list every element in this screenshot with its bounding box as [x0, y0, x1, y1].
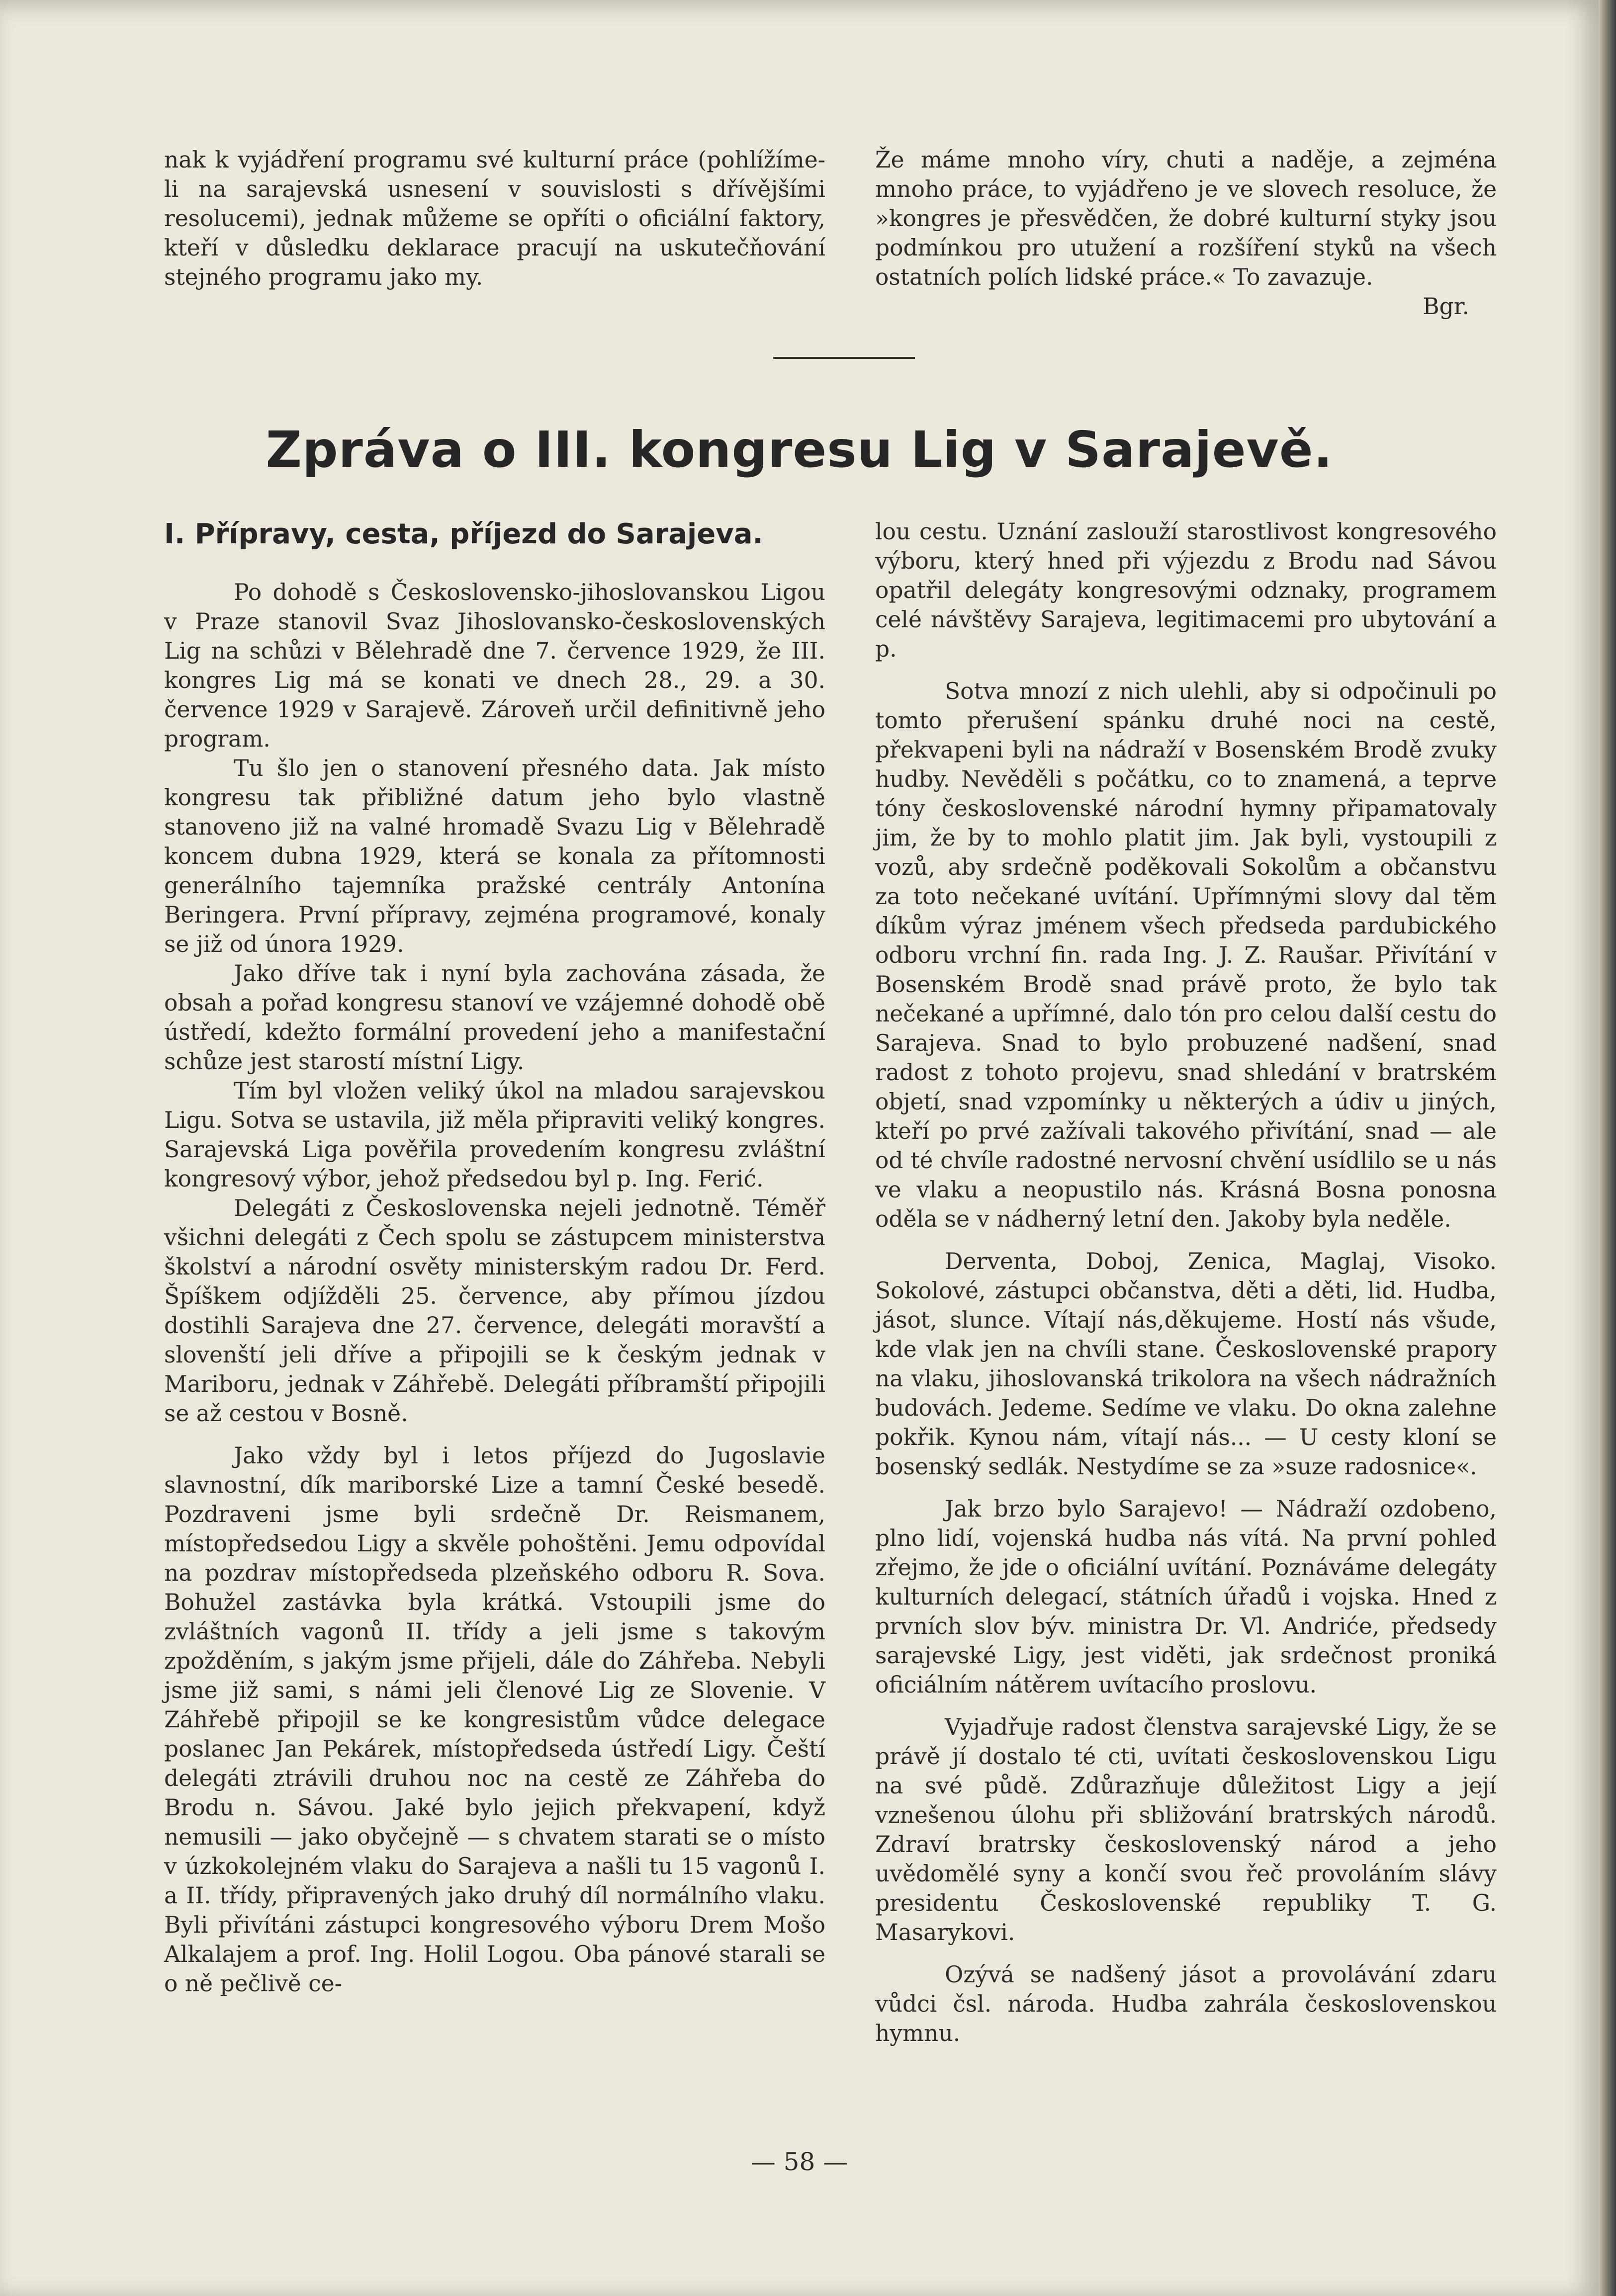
top-left-column	[164, 145, 825, 292]
right-paragraph: Derventa, Doboj, Zenica, Maglaj, Visoko. Sokolové, zástupci občanstva, děti a děti, lid. Hudba, jásot, slunce. Vítají nás,děkujeme. Hostí nás všude, kde vlak jen na chvíli stane. Československé prapory na vlaku, jihoslovanská trikolora na všech nádražních budovách. Jedeme. Sedíme ve vlaku. Do okna zalehne pokřik. Kynou nám, vítají nás... — U cesty kloní se bosenský sedlák. Nestydíme se za »suze radosnice«.	[875, 1248, 1497, 1480]
right-paragraph: Ozývá se nadšený jásot a provolávání zdaru vůdci čsl. národa. Hudba zahrála československou hymnu.	[875, 1961, 1497, 2046]
signature: Bgr.	[1423, 293, 1469, 320]
left-paragraph: Tím byl vložen veliký úkol na mladou sarajevskou Ligu. Sotva se ustavila, již měla připraviti veliký kongres. Sarajevská Liga pověřila provedením kongresu zvláštní kongresový výbor, jehož předsedou byl p. Ing. Ferić.	[164, 1078, 825, 1192]
left-paragraph: Delegáti z Československa nejeli jednotně. Téměř všichni delegáti z Čech spolu se zástupcem ministerstva školství a národní osvěty ministerským radou Dr. Ferd. Špíškem odjížděli 25. července, aby přímou jízdou dostihli Sarajeva dne 27. července, delegáti moravští a slovenští jeli dříve a připojili se k českým jednak v Mariboru, jednak v Záhřebě. Delegáti příbramští připojili se až cestou v Bosně.	[164, 1195, 825, 1427]
top-left-paragraph: nak k vyjádření programu své kulturní práce (pohlížíme-li na sarajevská usnesení v souvislosti s dřívějšími resolucemi), jednak můžeme se opříti o oficiální faktory, kteří v důsledku deklarace pracují na uskutečňování stejného programu jako my.	[164, 147, 825, 290]
right-paragraph: Jak brzo bylo Sarajevo! — Nádraží ozdobeno, plno lidí, vojenská hudba nás vítá. Na první pohled zřejmo, že jde o oficiální uvítání. Poznáváme delegáty kulturních delegací, státních úřadů i vojska. Hned z prvních slov býv. ministra Dr. Vl. Andriće, předsedy sarajevské Ligy, jest viděti, jak srdečnost proniká oficiálním nátěrem uvítacího proslovu.	[875, 1496, 1497, 1698]
left-paragraph: Tu šlo jen o stanovení přesného data. Jak místo kongresu tak přibližné datum jeho bylo vlastně stanoveno již na valné hromadě Svazu Lig v Bělehradě koncem dubna 1929, která se konala za přítomnosti generálního tajemníka pražské centrály Antonína Beringera. První přípravy, zejména programové, konaly se již od února 1929.	[164, 755, 825, 957]
left-paragraph: Jako vždy byl i letos příjezd do Jugoslavie slavnostní, dík mariborské Lize a tamní České besedě. Pozdraveni jsme byli srdečně Dr. Reismanem, místopředsedou Ligy a skvěle pohoštěni. Jemu odpovídal na pozdrav místopředseda plzeňského odboru R. Sova. Bohužel zastávka byla krátká. Vstoupili jsme do zvláštních vagonů II. třídy a jeli jsme s takovým zpožděním, s jakým jsme přijeli, dále do Záhřeba. Nebyli jsme již sami, s námi jeli členové Lig ze Slovenie. V Záhřebě připojil se ke kongresistům vůdce delegace poslanec Jan Pekárek, místopředseda ústředí Ligy. Čeští delegáti ztrávili druhou noc na cestě ze Záhřeba do Brodu n. Sávou. Jaké bylo jejich překvapení, když nemusili — jako obyčejně — s chvatem starati se o místo v úzkokolejném vlaku do Sarajeva a našli tu 15 vagonů I. a II. třídy, připravených jako druhý díl normálního vlaku. Byli přivítáni zástupci kongresového výboru Drem Mošo Alkalajem a prof. Ing. Holil Logou. Oba pánové starali se o ně pečlivě ce-	[164, 1443, 825, 1997]
page-number: — 58 —	[750, 2147, 848, 2176]
right-paragraph: lou cestu. Uznání zaslouží starostlivost kongresového výboru, který hned při výjezdu z Brodu nad Sávou opatřil delegáty kongresovými odznaky, programem celé návštěvy Sarajeva, legitimacemi pro ubytování a p.	[875, 518, 1497, 662]
article-title: Zpráva o III. kongresu Lig v Sarajevě.	[266, 421, 1333, 479]
right-paragraph: Sotva mnozí z nich ulehli, aby si odpočinuli po tomto přerušení spánku druhé noci na cestě, překvapeni byli na nádraží v Bosenském Brodě zvuky hudby. Nevěděli s počátku, co to znamená, a teprve tóny československé národní hymny připamatovaly jim, že by to mohlo platit jim. Jak byli, vystoupili z vozů, aby srdečně poděkovali Sokolům a občanstvu za toto nečekané uvítání. Upřímnými slovy dal těm díkům výraz jménem všech předseda pardubického odboru vrchní fin. rada Ing. J. Z. Raušar. Přivítání v Bosenském Brodě snad právě proto, že bylo tak nečekané a upřímné, dalo tón pro celou další cestu do Sarajeva. Snad to bylo probuzené nadšení, snad radost z tohoto projevu, snad shledání v bratrském objetí, snad vzpomínky u některých a údiv u jiných, kteří po prvé zažívali takového přivítání, snad — ale od té chvíle radostné nervosní chvění usídlilo se u nás ve vlaku a neopustilo nás. Krásná Bosna ponosna oděla se v nádherný letní den. Jakoby byla neděle.	[875, 678, 1497, 1232]
top-right-column	[875, 145, 1497, 321]
left-paragraph: Jako dříve tak i nyní byla zachována zásada, že obsah a pořad kongresu stanoví ve vzájemné dohodě obě ústředí, kdežto formální provedení jeho a manifestační schůze jest starostí místní Ligy.	[164, 960, 825, 1075]
main-right-column	[875, 517, 1497, 2048]
main-left-column	[164, 517, 825, 1998]
section-heading: I. Přípravy, cesta, příjezd do Sarajeva.	[164, 518, 763, 550]
right-paragraph: Vyjadřuje radost členstva sarajevské Ligy, že se právě jí dostalo té cti, uvítati československou Ligu na své půdě. Zdůrazňuje důležitost Ligy a její vznešenou úlohu při sbližování bratrských národů. Zdraví bratrsky československý národ a jeho uvědomělé syny a končí svou řeč provoláním slávy presidentu Československé republiky T. G. Masarykovi.	[875, 1714, 1497, 1946]
page-edge-shadow	[1599, 0, 1616, 2296]
left-paragraph: Po dohodě s Československo-jihoslovanskou Ligou v Praze stanovil Svaz Jihoslovansko-československých Lig na schůzi v Bělehradě dne 7. července 1929, že III. kongres Lig má se konati ve dnech 28., 29. a 30. července 1929 v Sarajevě. Zároveň určil definitivně jeho program.	[164, 579, 825, 752]
top-right-paragraph: Že máme mnoho víry, chuti a naděje, a zejména mnoho práce, to vyjádřeno je ve slovech resoluce, že »kongres je přesvědčen, že dobré kulturní styky jsou podmínkou pro utužení a rozšíření styků na všech ostatních polích lidské práce.« To zavazuje.	[875, 147, 1497, 290]
separator-rule	[773, 357, 915, 359]
